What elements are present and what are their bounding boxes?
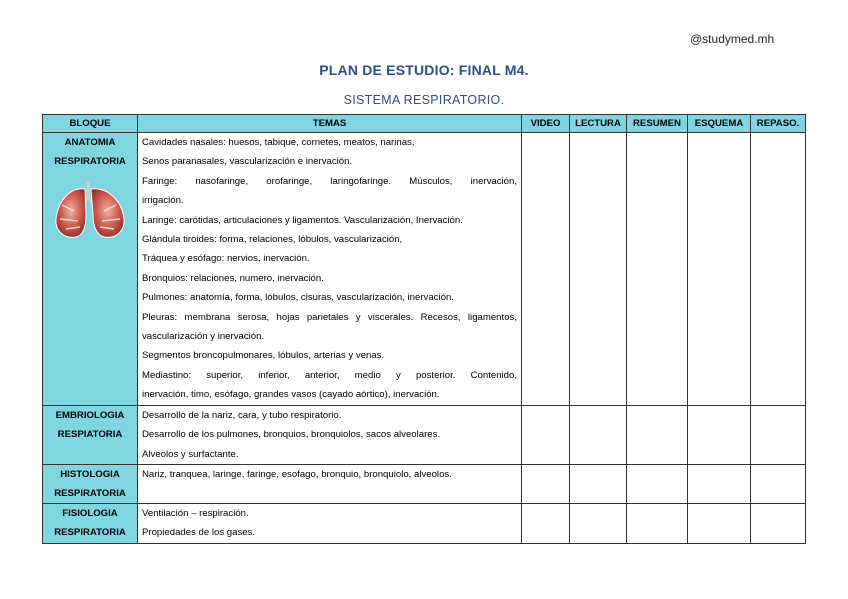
resumen-cell[interactable] [627, 503, 688, 543]
bloque-label: ANATOMIA [64, 137, 116, 148]
study-plan-table [42, 114, 806, 544]
temas-cell [138, 503, 522, 543]
resumen-cell[interactable] [627, 464, 688, 503]
bloque-label: HISTOLOGIA [60, 468, 120, 480]
column-header-resumen: RESUMEN [627, 115, 688, 133]
tema-line: Senos paranasales, vascularización e inervación. [142, 156, 353, 168]
tema-line: Nariz, tranquea, laringe, faringe, esofago, bronquio, bronquiolo, alveolos. [142, 468, 452, 480]
video-cell[interactable] [522, 503, 570, 543]
esquema-cell[interactable] [688, 405, 751, 464]
tema-line: Faringe: nasofaringe, orofaringe, laringofaringe. Músculos, inervación, [142, 175, 517, 187]
bloque-cell [43, 464, 138, 503]
repaso-cell[interactable] [751, 133, 806, 406]
temas-cell [138, 405, 522, 464]
tema-line: Propiedades de los gases. [142, 527, 256, 539]
column-header-video: VIDEO [522, 115, 570, 133]
repaso-cell[interactable] [751, 405, 806, 464]
lungs-icon [52, 175, 128, 241]
tema-line: Glándula tiroides: forma, relaciones, lóbulos, vascularización, [142, 234, 403, 246]
tema-line: Tráquea y esófago: nervios, inervación. [142, 253, 310, 265]
column-header-lectura: LECTURA [570, 115, 627, 133]
page-title: PLAN DE ESTUDIO: FINAL M4. [319, 62, 529, 78]
video-cell[interactable] [522, 133, 570, 406]
column-header-bloque: BLOQUE [43, 115, 138, 133]
tema-line: Alveolos y surfactante. [142, 448, 239, 460]
resumen-cell[interactable] [627, 133, 688, 406]
tema-line: vascularización y inervación. [142, 331, 265, 343]
lectura-cell[interactable] [570, 464, 627, 503]
esquema-cell[interactable] [688, 133, 751, 406]
tema-line: irrigación. [142, 195, 184, 207]
tema-line: Laringe: carótidas, articulaciones y ligamentos. Vascularización, Inervación. [142, 214, 463, 226]
repaso-cell[interactable] [751, 503, 806, 543]
video-cell[interactable] [522, 405, 570, 464]
page-subtitle: SISTEMA RESPIRATORIO. [343, 93, 505, 107]
bloque-cell [43, 133, 138, 406]
esquema-cell[interactable] [688, 464, 751, 503]
column-header-temas: TEMAS [138, 115, 522, 133]
temas-cell [138, 133, 522, 406]
tema-line: Segmentos broncopulmonares, lóbulos, arterias y venas. [142, 350, 385, 362]
bloque-label: RESPIRATORIA [54, 156, 126, 167]
tema-line: Pulmones: anatomía, forma, lóbulos, cisuras, vascularización, inervación. [142, 292, 454, 304]
tema-line: Ventilación – respiración. [142, 507, 249, 519]
bloque-label: RESPIRATORIA [54, 526, 126, 538]
author-handle: @studymed.mh [690, 32, 775, 46]
bloque-label: EMBRIOLOGIA [55, 409, 125, 421]
tema-line: Pleuras: membrana serosa, hojas parietales y viscerales. Recesos, ligamentos, [142, 311, 517, 323]
lectura-cell[interactable] [570, 503, 627, 543]
esquema-cell[interactable] [688, 503, 751, 543]
video-cell[interactable] [522, 464, 570, 503]
table-row [43, 464, 806, 503]
repaso-cell[interactable] [751, 464, 806, 503]
table-row [43, 503, 806, 543]
tema-line: Cavidades nasales: huesos, tabique, cornetes, meatos, narinas, [142, 137, 415, 148]
table-header-row [43, 115, 806, 133]
table-row [43, 133, 806, 406]
bloque-label: RESPIRATORIA [54, 487, 126, 499]
tema-line: Mediastino: superior, inferior, anterior, medio y posterior. Contenido, [142, 369, 517, 381]
bloque-cell [43, 405, 138, 464]
tema-line: Bronquios: relaciones, numero, inervación. [142, 272, 324, 284]
lectura-cell[interactable] [570, 133, 627, 406]
bloque-cell [43, 503, 138, 543]
column-header-esquema: ESQUEMA [688, 115, 751, 133]
resumen-cell[interactable] [627, 405, 688, 464]
table-row [43, 405, 806, 464]
tema-line: Desarrollo de los pulmones, bronquios, bronquiolos, sacos alveolares. [142, 429, 441, 441]
tema-line: Desarrollo de la nariz, cara, y tubo respiratorio. [142, 409, 342, 421]
tema-line: inervación, timo, esófago, grandes vasos (cayado aórtico), inervación. [142, 389, 440, 401]
column-header-repaso: REPASO. [751, 115, 806, 133]
lectura-cell[interactable] [570, 405, 627, 464]
temas-cell [138, 464, 522, 503]
bloque-label: RESPIATORIA [57, 428, 123, 440]
bloque-label: FISIOLOGIA [62, 507, 118, 519]
